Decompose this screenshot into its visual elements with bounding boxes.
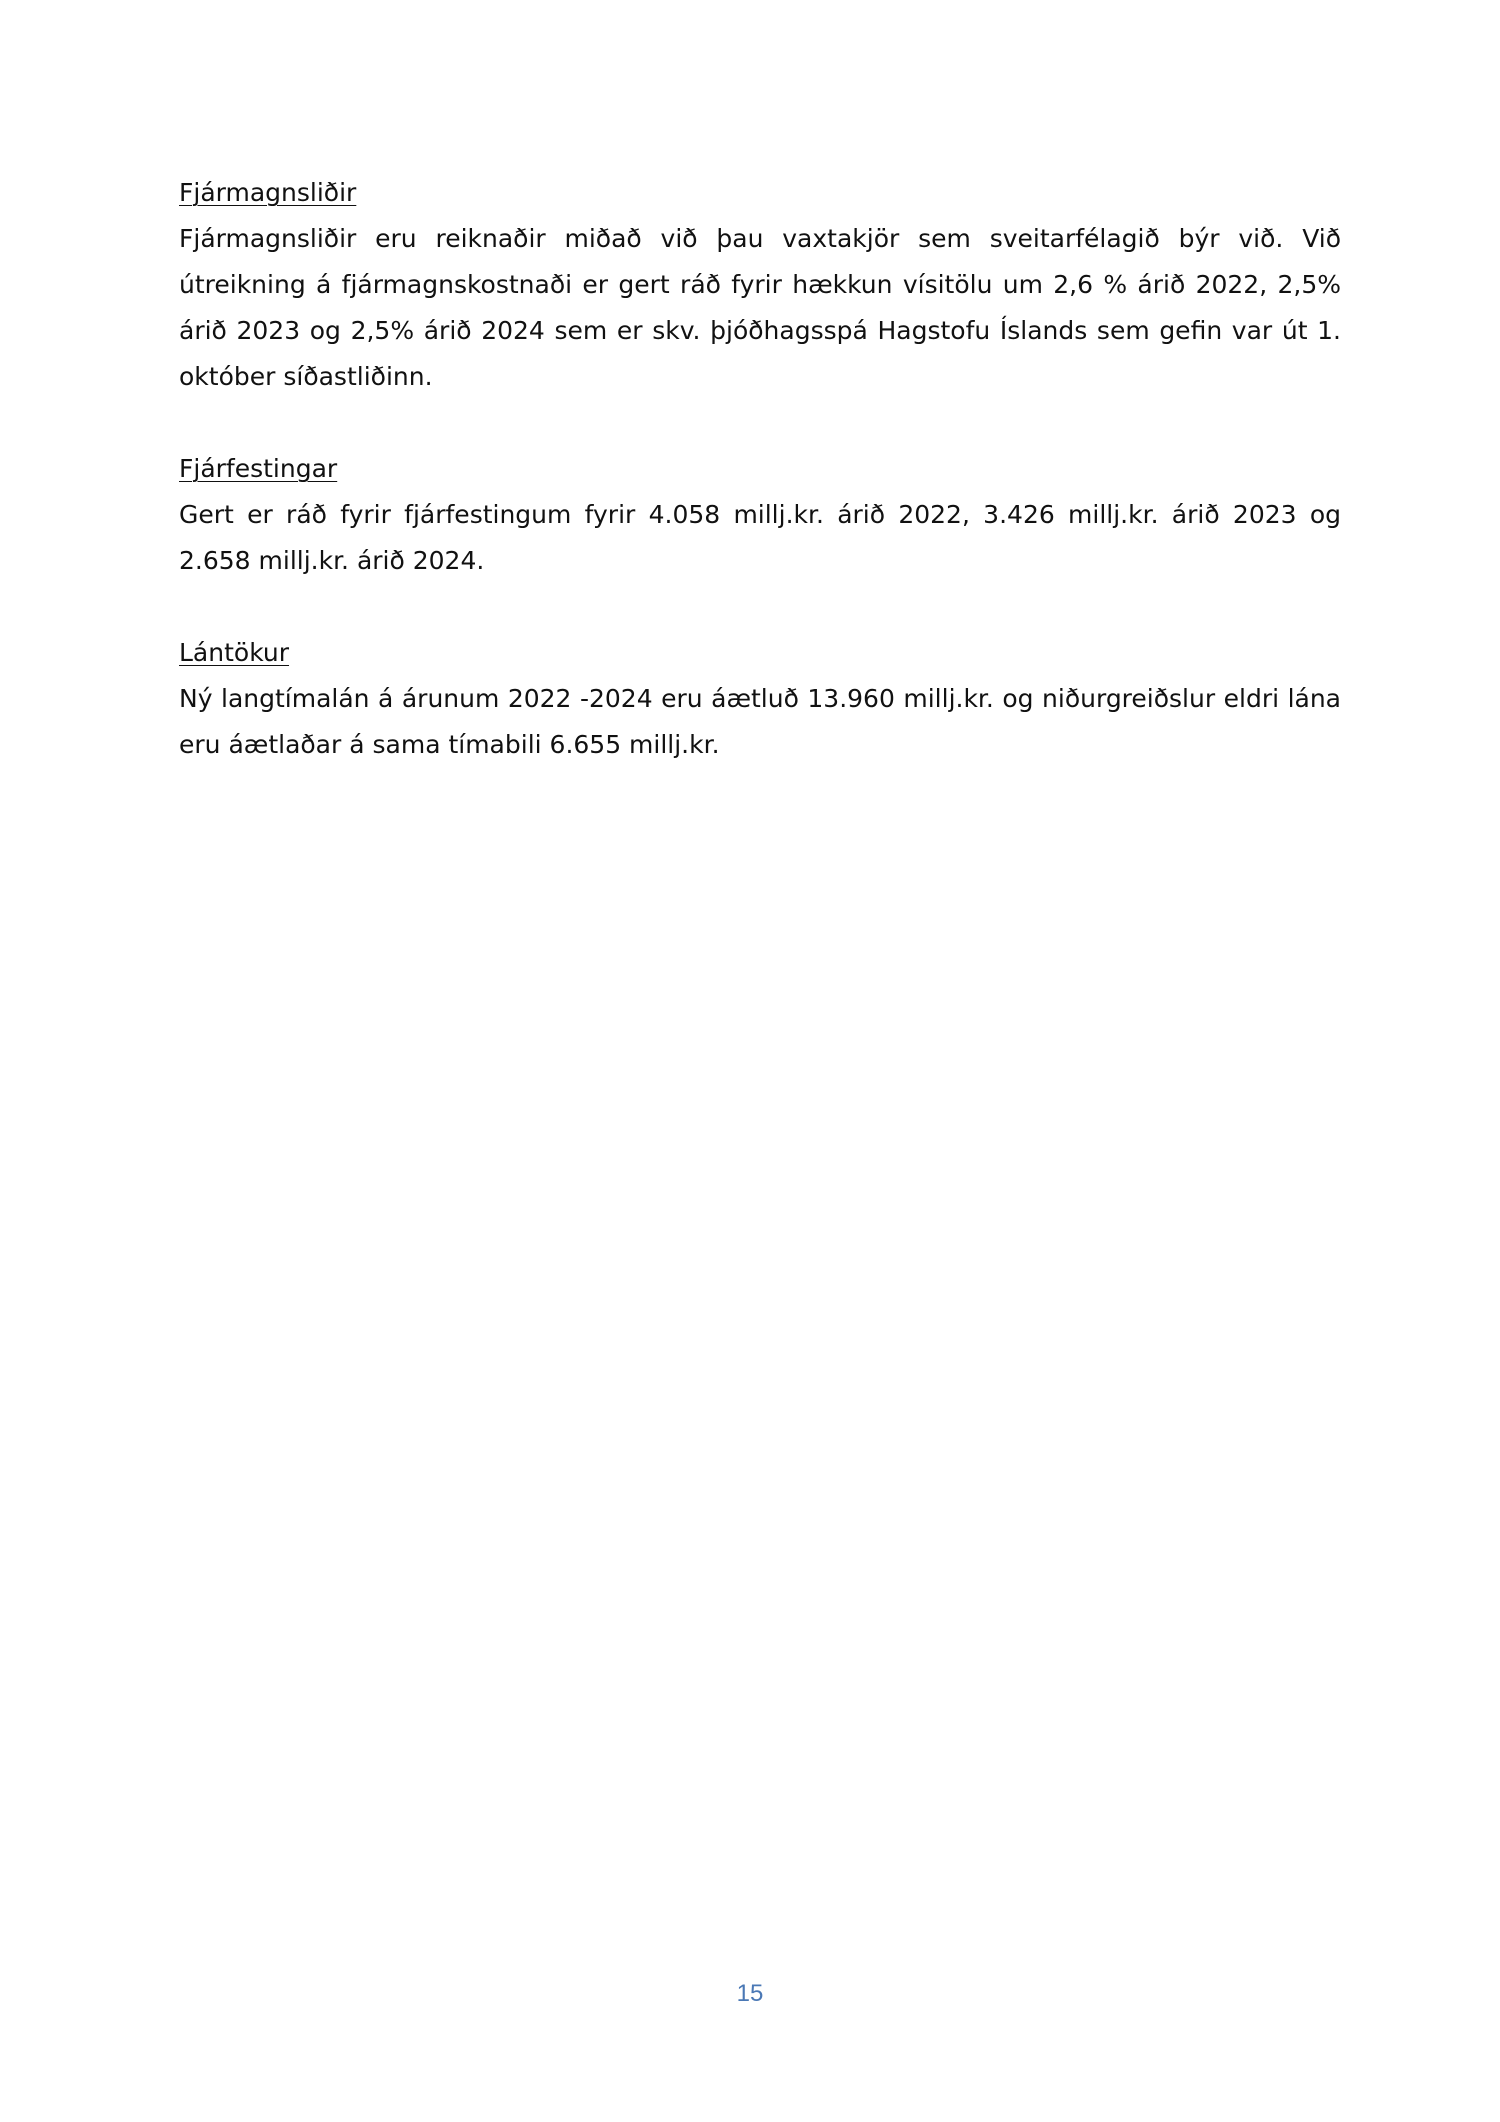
page-content — [179, 170, 1341, 814]
section-paragraph: Gert er ráð fyrir fjárfestingum fyrir 4.058 millj.kr. árið 2022, 3.426 millj.kr. árið 2023 og 2.658 millj.kr. árið 2024. — [179, 500, 1341, 575]
section-heading: Fjármagnsliðir — [179, 178, 357, 207]
section-heading: Lántökur — [179, 638, 290, 667]
section-fjarmagnslidir — [179, 170, 1341, 400]
section-heading: Fjárfestingar — [179, 454, 338, 483]
page-number: 15 — [736, 1980, 764, 2007]
section-lantokur — [179, 630, 1341, 768]
section-fjarfestingar — [179, 446, 1341, 584]
section-paragraph: Ný langtímalán á árunum 2022 -2024 eru áætluð 13.960 millj.kr. og niðurgreiðslur eldri lána eru áætlaðar á sama tímabili 6.655 millj.kr. — [179, 684, 1341, 759]
section-paragraph: Fjármagnsliðir eru reiknaðir miðað við þau vaxtakjör sem sveitarfélagið býr við. Við útreikning á fjármagnskostnaði er gert ráð fyrir hækkun vísitölu um 2,6 % árið 2022, 2,5% árið 2023 og 2,5% árið 2024 sem er skv. þjóðhagsspá Hagstofu Íslands sem gefin var út 1. október síðastliðinn. — [179, 224, 1341, 391]
